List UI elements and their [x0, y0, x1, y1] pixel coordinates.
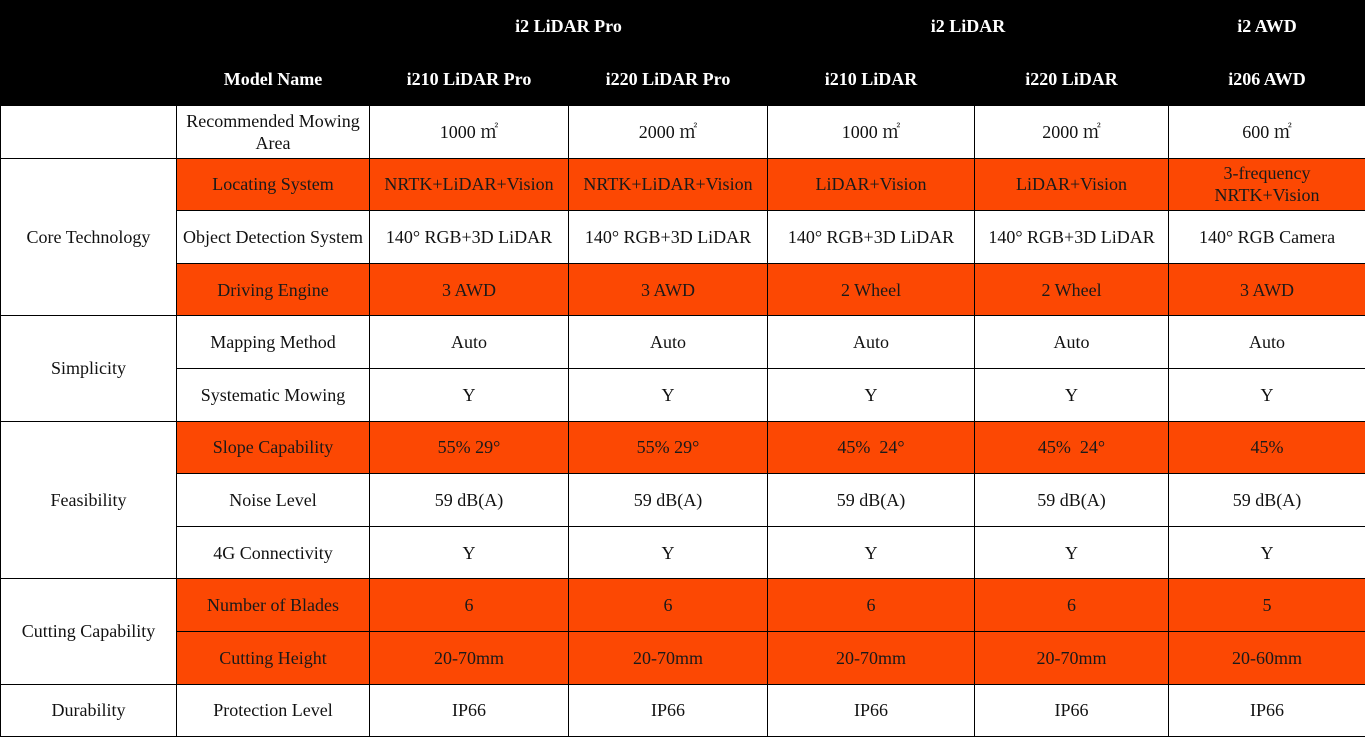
value-cell: 140° RGB Camera: [1169, 211, 1365, 264]
value-cell: Y: [1169, 368, 1365, 421]
feature-label: 4G Connectivity: [177, 526, 370, 579]
group-header: i2 LiDAR Pro: [370, 1, 768, 52]
feature-label: Cutting Height: [177, 631, 370, 684]
value-cell: 140° RGB+3D LiDAR: [975, 211, 1169, 264]
value-cell: 3-frequency NRTK+Vision: [1169, 158, 1365, 211]
table-row: [1, 368, 1365, 421]
value-cell: NRTK+LiDAR+Vision: [370, 158, 569, 211]
category-cell: Cutting Capability: [1, 579, 177, 684]
table-row: [1, 579, 1365, 632]
value-cell: IP66: [569, 684, 768, 737]
value-cell: NRTK+LiDAR+Vision: [569, 158, 768, 211]
feature-label: Protection Level: [177, 684, 370, 737]
model-header: i210 LiDAR Pro: [370, 52, 569, 106]
corner-cell: [1, 1, 177, 52]
value-cell: 45%: [1169, 421, 1365, 474]
value-cell: 59 dB(A): [370, 474, 569, 527]
value-cell: 20-70mm: [370, 631, 569, 684]
model-name-label: Model Name: [177, 52, 370, 106]
value-cell: 6: [370, 579, 569, 632]
group-header-row: [1, 1, 1365, 52]
model-header: i206 AWD: [1169, 52, 1365, 106]
table-row: [1, 106, 1365, 159]
table-row: [1, 158, 1365, 211]
group-header-empty: [177, 1, 370, 52]
model-header-row: [1, 52, 1365, 106]
table-row: [1, 421, 1365, 474]
table-row: [1, 316, 1365, 369]
category-cell: Core Technology: [1, 158, 177, 316]
table-row: [1, 474, 1365, 527]
value-cell: Auto: [975, 316, 1169, 369]
value-cell: Y: [1169, 526, 1365, 579]
value-cell: Y: [569, 368, 768, 421]
value-cell: 59 dB(A): [569, 474, 768, 527]
value-cell: IP66: [975, 684, 1169, 737]
value-cell: 45% 24°: [768, 421, 975, 474]
value-cell: 5: [1169, 579, 1365, 632]
table-row: [1, 684, 1365, 737]
value-cell: IP66: [1169, 684, 1365, 737]
table-row: [1, 211, 1365, 264]
corner-cell: [1, 52, 177, 106]
value-cell: 1000 ㎡: [768, 106, 975, 159]
value-cell: 2000 ㎡: [569, 106, 768, 159]
value-cell: 59 dB(A): [975, 474, 1169, 527]
value-cell: 59 dB(A): [768, 474, 975, 527]
value-cell: IP66: [370, 684, 569, 737]
model-header: i220 LiDAR: [975, 52, 1169, 106]
feature-label: Recommended Mowing Area: [177, 106, 370, 159]
category-cell: Durability: [1, 684, 177, 737]
value-cell: 6: [569, 579, 768, 632]
value-cell: 3 AWD: [569, 263, 768, 316]
feature-label: Number of Blades: [177, 579, 370, 632]
value-cell: 20-70mm: [975, 631, 1169, 684]
value-cell: 140° RGB+3D LiDAR: [569, 211, 768, 264]
value-cell: 600 ㎡: [1169, 106, 1365, 159]
table-row: [1, 631, 1365, 684]
model-header: i220 LiDAR Pro: [569, 52, 768, 106]
value-cell: Auto: [569, 316, 768, 369]
table-row: [1, 263, 1365, 316]
value-cell: 1000 ㎡: [370, 106, 569, 159]
value-cell: IP66: [768, 684, 975, 737]
value-cell: 140° RGB+3D LiDAR: [768, 211, 975, 264]
value-cell: Y: [370, 368, 569, 421]
feature-label: Driving Engine: [177, 263, 370, 316]
value-cell: Y: [975, 526, 1169, 579]
value-cell: Y: [569, 526, 768, 579]
value-cell: 140° RGB+3D LiDAR: [370, 211, 569, 264]
value-cell: 2 Wheel: [975, 263, 1169, 316]
value-cell: 20-60mm: [1169, 631, 1365, 684]
feature-label: Mapping Method: [177, 316, 370, 369]
value-cell: 45% 24°: [975, 421, 1169, 474]
value-cell: 55% 29°: [569, 421, 768, 474]
value-cell: Y: [768, 526, 975, 579]
value-cell: 55% 29°: [370, 421, 569, 474]
value-cell: 3 AWD: [370, 263, 569, 316]
value-cell: 20-70mm: [768, 631, 975, 684]
value-cell: 2 Wheel: [768, 263, 975, 316]
value-cell: LiDAR+Vision: [975, 158, 1169, 211]
value-cell: 59 dB(A): [1169, 474, 1365, 527]
value-cell: 20-70mm: [569, 631, 768, 684]
feature-label: Slope Capability: [177, 421, 370, 474]
feature-label: Object Detection System: [177, 211, 370, 264]
value-cell: 6: [768, 579, 975, 632]
value-cell: Auto: [768, 316, 975, 369]
category-cell: Simplicity: [1, 316, 177, 421]
feature-label: Systematic Mowing: [177, 368, 370, 421]
value-cell: 3 AWD: [1169, 263, 1365, 316]
group-header: i2 AWD: [1169, 1, 1365, 52]
value-cell: 2000 ㎡: [975, 106, 1169, 159]
value-cell: Y: [975, 368, 1169, 421]
value-cell: 6: [975, 579, 1169, 632]
value-cell: Y: [768, 368, 975, 421]
feature-label: Noise Level: [177, 474, 370, 527]
value-cell: Auto: [370, 316, 569, 369]
feature-label: Locating System: [177, 158, 370, 211]
category-cell-empty: [1, 106, 177, 159]
value-cell: LiDAR+Vision: [768, 158, 975, 211]
group-header: i2 LiDAR: [768, 1, 1169, 52]
value-cell: Y: [370, 526, 569, 579]
model-header: i210 LiDAR: [768, 52, 975, 106]
table-row: [1, 526, 1365, 579]
category-cell: Feasibility: [1, 421, 177, 579]
value-cell: Auto: [1169, 316, 1365, 369]
